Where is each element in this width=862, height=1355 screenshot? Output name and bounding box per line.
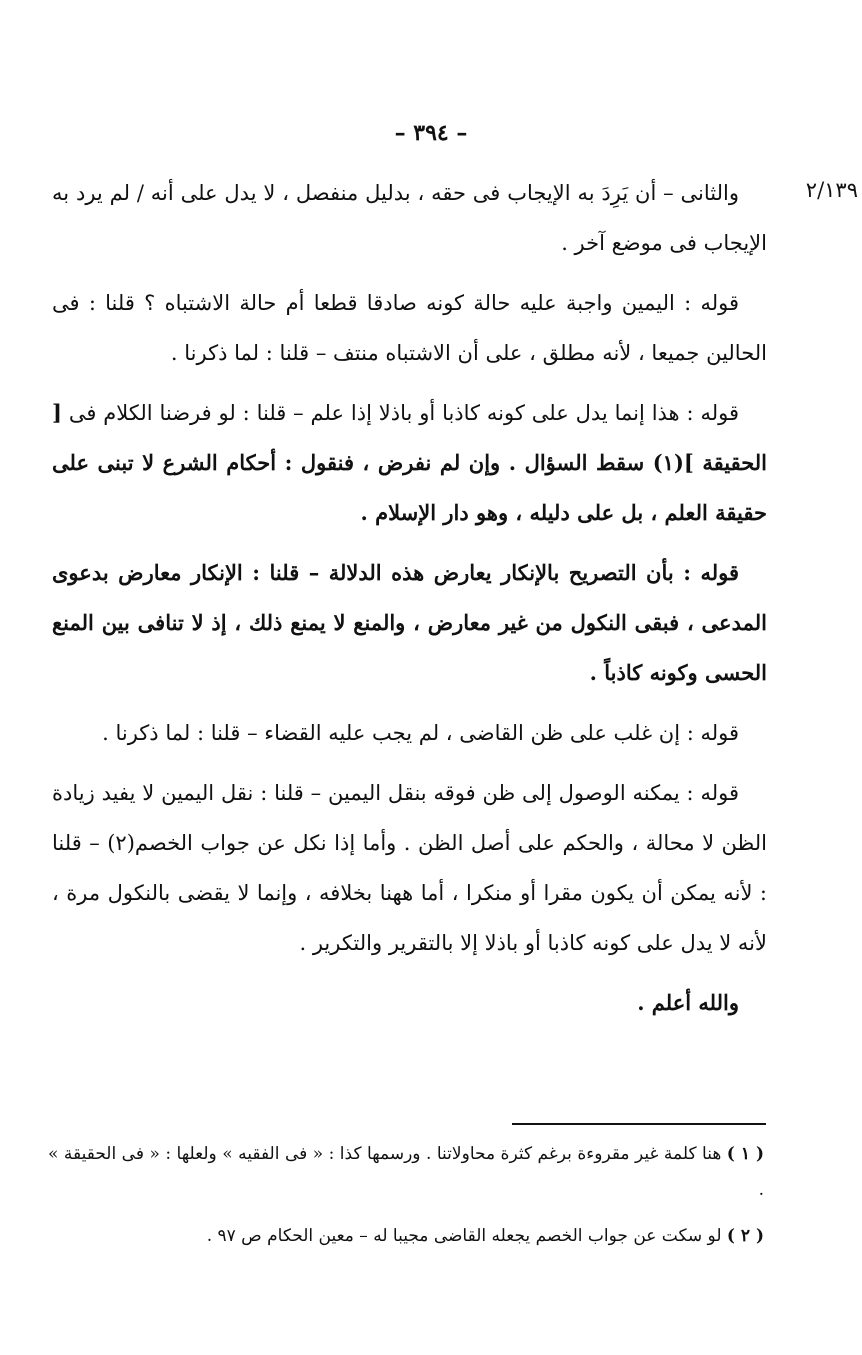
footnote-2-text: لو سكت عن جواب الخصم يجعله القاضى مجيبا له – معين الحكام ص ٩٧ . xyxy=(206,1226,722,1246)
paragraph-5: قوله : إن غلب على ظن القاضى ، لم يجب عليه القضاء – قلنا : لما ذكرنا . xyxy=(102,721,739,745)
footnote-1-marker: ( ١ ) xyxy=(726,1144,765,1164)
paragraph-3 xyxy=(52,388,767,538)
closing-line: والله أعلم . xyxy=(637,990,739,1015)
paragraph-3-bold: [ الحقيقة ](١) سقط السؤال . وإن لم نفرض ، فنقول : أحكام الشرع لا تبنى على حقيقة العلم ، بل على دليله ، وهو دار الإسلام . xyxy=(52,400,767,525)
footnote-1 xyxy=(48,1136,764,1208)
paragraph-1: والثانى – أن يَرِدَ به الإيجاب فى حقه ، بدليل منفصل ، لا يدل على أنه / لم يرد به الإيجاب فى موضع آخر . xyxy=(52,181,767,255)
paragraph-4: قوله : بأن التصريح بالإنكار يعارض هذه الدلالة – قلنا : الإنكار معارض بدعوى المدعى ، فبقى النكول من غير معارض ، والمنع لا يمنع ذلك ، إذ لا تنافى بين المنع الحسى وكونه كاذباً . xyxy=(52,560,767,685)
page-number: – ٣٩٤ – xyxy=(394,120,468,146)
footnote-divider xyxy=(512,1123,766,1125)
paragraph-2: قوله : اليمين واجبة عليه حالة كونه صادقا قطعا أم حالة الاشتباه ؟ قلنا : فى الحالين جميعا ، لأنه مطلق ، على أن الاشتباه منتف – قلنا : لما ذكرنا . xyxy=(52,291,767,365)
footnotes xyxy=(48,1136,764,1264)
margin-reference: ٢/١٣٩ xyxy=(805,178,858,202)
footnote-1-text: هنا كلمة غير مقروءة برغم كثرة محاولاتنا . ورسمها كذا : « فى الفقيه » ولعلها : « فى الحقيقة » . xyxy=(48,1144,764,1200)
main-text xyxy=(52,168,767,1038)
footnote-2-marker: ( ٢ ) xyxy=(726,1226,764,1246)
paragraph-3-start: قوله : هذا إنما يدل على كونه كاذبا أو باذلا إذا علم – قلنا : لو فرضنا الكلام فى xyxy=(68,401,739,425)
footnote-2 xyxy=(48,1218,764,1254)
paragraph-6: قوله : يمكنه الوصول إلى ظن فوقه بنقل اليمين – قلنا : نقل اليمين لا يفيد زيادة الظن لا محالة ، والحكم على أصل الظن . وأما إذا نكل عن جواب الخصم(٢) – قلنا : لأنه يمكن أن يكون مقرا أو منكرا ، أما ههنا بخلافه ، وإنما لا يقضى بالنكول مرة ، لأنه لا يدل على كونه كاذبا أو باذلا إلا بالتقرير والتكرير . xyxy=(52,781,767,955)
